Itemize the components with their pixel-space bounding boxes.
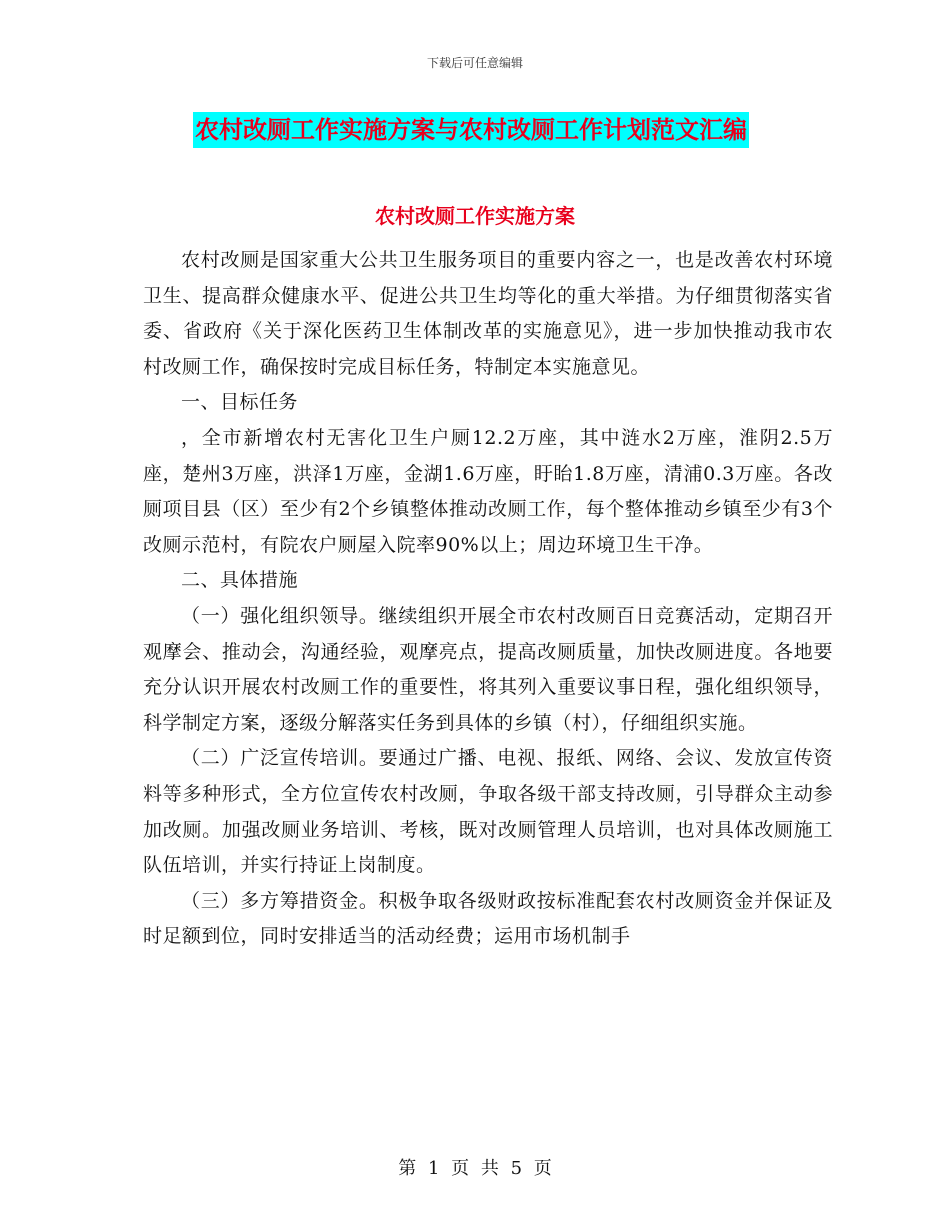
paragraph-measure-1: （一）强化组织领导。继续组织开展全市农村改厕百日竞赛活动，定期召开观摩会、推动会，沟通经验，观摩亮点，提高改厕质量，加快改厕进度。各地要充分认识开展农村改厕工作的重要性，将其列入重要议事日程，强化组织领导，科学制定方案，逐级分解落实任务到具体的乡镇（村），仔细组织实施。	[143, 604, 833, 734]
paragraph-intro: 农村改厕是国家重大公共卫生服务项目的重要内容之一，也是改善农村环境卫生、提高群众健康水平、促进公共卫生均等化的重大举措。为仔细贯彻落实省委、省政府《关于深化医药卫生体制改革的实施意见》，进一步加快推动我市农村改厕工作，确保按时完成目标任务，特制定本实施意见。	[143, 249, 833, 378]
page-number: 第 1 页 共 5 页	[398, 1158, 552, 1179]
document-title: 农村改厕工作实施方案与农村改厕工作计划范文汇编	[193, 112, 749, 148]
header-note: 下载后可任意编辑	[426, 56, 523, 70]
paragraph-measure-3: （三）多方筹措资金。积极争取各级财政按标准配套农村改厕资金并保证及时足额到位，同时安排适当的活动经费；运用市场机制手	[143, 889, 833, 948]
heading-goals: 一、目标任务	[181, 391, 299, 414]
paragraph-goals: ，全市新增农村无害化卫生户厕12.2万座，其中涟水2万座，淮阴2.5万座，楚州3万座，洪泽1万座，金湖1.6万座，盱眙1.8万座，清浦0.3万座。各改厕项目县（区）至少有2个乡镇整体推动改厕工作，每个整体推动乡镇至少有3个改厕示范村，有院农户厕屋入院率90%以上；周边环境卫生干净。	[143, 426, 833, 556]
heading-measures: 二、具体措施	[181, 569, 299, 592]
paragraph-measure-2: （二）广泛宣传培训。要通过广播、电视、报纸、网络、会议、发放宣传资料等多种形式，全方位宣传农村改厕，争取各级干部支持改厕，引导群众主动参加改厕。加强改厕业务培训、考核，既对改厕管理人员培训，也对具体改厕施工队伍培训，并实行持证上岗制度。	[143, 747, 833, 877]
section-title: 农村改厕工作实施方案	[375, 204, 575, 228]
body-text	[143, 243, 833, 955]
